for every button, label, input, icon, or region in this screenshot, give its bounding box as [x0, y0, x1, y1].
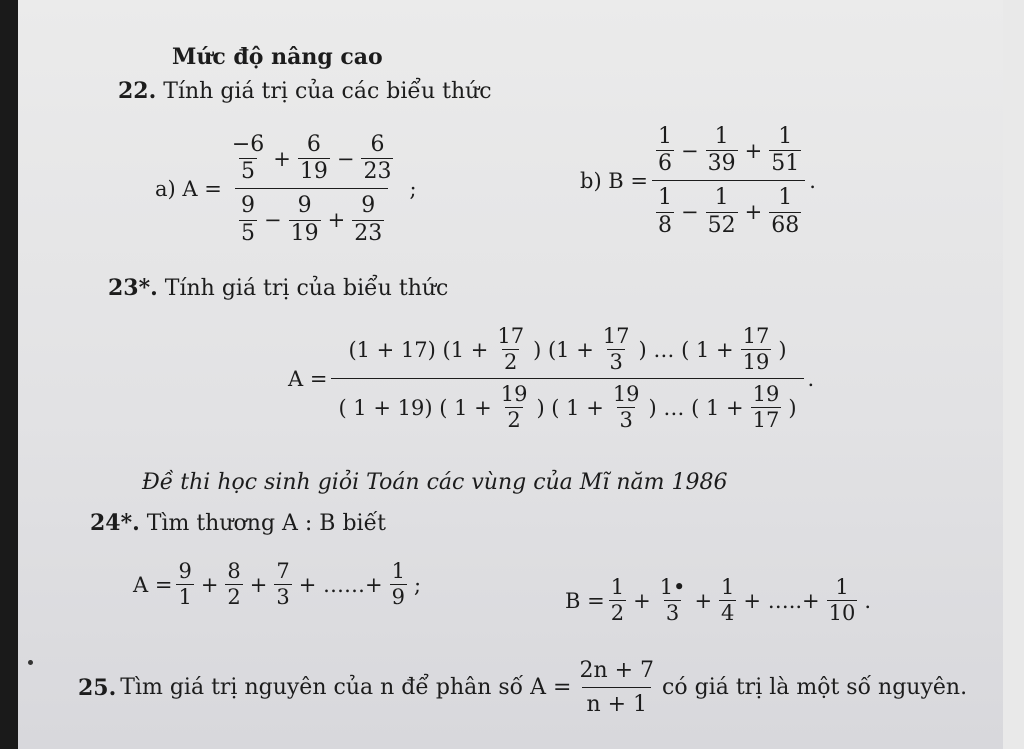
- fraction-numerator: 1: [610, 575, 625, 599]
- expression-23: [288, 325, 814, 432]
- fraction-numerator: 1: [658, 124, 673, 149]
- fraction-denominator: 3: [276, 585, 290, 610]
- fraction-numerator: 17: [742, 324, 770, 348]
- fraction: [706, 186, 738, 237]
- operator: .: [864, 588, 872, 613]
- fraction-denominator: 68: [771, 212, 800, 238]
- fraction: [361, 133, 393, 184]
- fraction-denominator: 23: [363, 159, 392, 185]
- fraction: [239, 194, 257, 245]
- adjacent-page-edge: [1003, 0, 1024, 749]
- fraction-numerator: 1: [721, 575, 735, 599]
- expression-text: ) (1 +: [533, 337, 594, 362]
- expression-text: (1 + 17) (1 +: [348, 337, 489, 362]
- fraction-numerator: 6: [306, 132, 321, 157]
- fraction-denominator: 17: [752, 408, 780, 433]
- main-fraction: [226, 132, 398, 246]
- problem-25: [78, 658, 967, 717]
- fraction-denominator: 3: [619, 408, 633, 433]
- fraction: [827, 576, 858, 625]
- fraction-denominator: 23: [354, 220, 383, 246]
- fraction: [499, 383, 530, 432]
- operator: +: [744, 138, 763, 163]
- fraction: [274, 560, 291, 609]
- fraction-denominator: 2: [507, 408, 521, 433]
- expression-text: ) … ( 1 +: [638, 337, 734, 362]
- fraction: [176, 560, 193, 609]
- fraction-numerator: 1: [778, 124, 793, 149]
- end-mark: ;: [409, 176, 417, 201]
- fraction-denominator: 2: [610, 601, 625, 626]
- denominator: [239, 194, 384, 245]
- expression-22a: [155, 132, 417, 246]
- problem-number: 22.: [118, 78, 157, 104]
- problem-23-header: [108, 275, 448, 301]
- fraction-denominator: 19: [290, 220, 319, 246]
- problem-22-header: [118, 78, 492, 104]
- fraction-denominator: 10: [828, 601, 856, 626]
- sum-terms: [176, 560, 424, 609]
- expression-text: ( 1 + 19) ( 1 +: [338, 395, 492, 420]
- fraction: [230, 133, 266, 184]
- problem-text: Tính giá trị của biểu thức: [164, 276, 449, 301]
- expression-22b: [580, 124, 816, 238]
- numerator: [656, 125, 801, 176]
- fraction-numerator: 1: [835, 575, 849, 599]
- fraction-numerator: 1: [714, 185, 729, 211]
- fraction-denominator: 3: [609, 350, 623, 375]
- expression-label: B =: [565, 588, 605, 613]
- problem-number: 23*.: [108, 275, 158, 301]
- denominator: [656, 186, 801, 237]
- fraction-denominator: 3: [665, 601, 680, 626]
- fraction-numerator: 1: [391, 559, 406, 583]
- fraction: [751, 383, 782, 432]
- operator: +: [200, 572, 219, 597]
- operator: +: [273, 146, 291, 171]
- numerator: 2n + 7: [579, 658, 655, 683]
- fraction: [609, 576, 626, 625]
- expression-text: ) ( 1 +: [536, 395, 604, 420]
- problem-text: Tìm thương A : B biết: [146, 511, 386, 536]
- fraction: [719, 576, 736, 625]
- fraction-denominator: 5: [241, 159, 256, 185]
- sum-terms: [609, 576, 874, 625]
- fraction: [298, 133, 330, 184]
- fraction: [611, 383, 642, 432]
- fraction-denominator: 4: [721, 601, 735, 626]
- fraction-numerator: −6: [231, 132, 265, 157]
- fraction-numerator: 19: [500, 382, 528, 407]
- fraction: [352, 194, 384, 245]
- fraction-numerator: 8: [227, 559, 241, 583]
- operator: −: [681, 200, 699, 225]
- fraction-a: [575, 658, 658, 717]
- operator: +: [327, 208, 346, 233]
- fraction-numerator: 1•: [659, 575, 686, 599]
- fraction-numerator: 1: [714, 124, 729, 149]
- fraction-denominator: 19: [742, 350, 770, 375]
- end-mark: .: [809, 168, 816, 193]
- fraction: [495, 325, 526, 374]
- fraction-denominator: 19: [299, 159, 328, 185]
- expression-text: ) … ( 1 +: [648, 395, 744, 420]
- margin-dot: [28, 660, 33, 665]
- fraction-numerator: 6: [370, 132, 385, 157]
- problem-text: Tính giá trị của các biểu thức: [163, 79, 492, 104]
- expression-label: a) A =: [155, 176, 222, 201]
- fraction-numerator: 19: [752, 382, 780, 407]
- operator: +: [694, 588, 713, 613]
- problem-24-header: [90, 510, 386, 536]
- fraction: [658, 576, 688, 625]
- numerator: [345, 325, 789, 374]
- problem-text: Tìm giá trị nguyên của n để phân số A =: [120, 675, 572, 700]
- fraction: [706, 125, 738, 176]
- fraction-numerator: 1: [658, 185, 673, 211]
- section-heading: Mức độ nâng cao: [172, 44, 383, 70]
- source-note: Đề thi học sinh giỏi Toán các vùng của Mĩ năm 1986: [142, 470, 728, 495]
- main-fraction: [652, 124, 805, 238]
- fraction: [289, 194, 321, 245]
- numerator: [230, 133, 394, 184]
- fraction-denominator: 5: [241, 220, 256, 246]
- operator: +: [744, 200, 763, 225]
- fraction-denominator: 8: [658, 212, 673, 238]
- operator: + ……+: [298, 572, 383, 597]
- expression-text: ): [788, 395, 797, 420]
- fraction-numerator: 17: [602, 324, 630, 348]
- expression-text: ): [778, 337, 787, 362]
- fraction: [225, 560, 242, 609]
- expression-24a: [133, 560, 424, 609]
- fraction-numerator: 9: [178, 559, 192, 583]
- main-fraction: [331, 325, 803, 432]
- expression-24b: [565, 576, 874, 625]
- denominator: n + 1: [582, 687, 651, 717]
- fraction-numerator: 1: [778, 185, 793, 211]
- operator: ;: [414, 572, 422, 597]
- fraction-denominator: 2: [227, 585, 241, 610]
- fraction-numerator: 9: [297, 193, 312, 219]
- fraction-denominator: 2: [504, 350, 518, 375]
- operator: + …..+: [743, 588, 820, 613]
- operator: −: [336, 146, 355, 171]
- fraction-denominator: 51: [771, 151, 800, 177]
- problem-text-end: có giá trị là một số nguyên.: [662, 675, 968, 700]
- expression-label: A =: [133, 572, 173, 597]
- problem-number: 24*.: [90, 510, 140, 536]
- operator: +: [633, 588, 651, 613]
- operator: −: [681, 138, 699, 163]
- expression-label: A =: [288, 366, 328, 391]
- fraction: [769, 186, 801, 237]
- end-mark: .: [807, 366, 815, 391]
- fraction: [656, 186, 674, 237]
- expression-label: b) B =: [580, 168, 649, 193]
- fraction-denominator: 52: [707, 212, 736, 238]
- fraction: [741, 325, 772, 374]
- fraction-denominator: 6: [658, 151, 673, 177]
- fraction-numerator: 19: [612, 382, 640, 407]
- fraction-numerator: 17: [497, 324, 525, 348]
- fraction: [390, 560, 407, 609]
- fraction: [601, 325, 632, 374]
- fraction-denominator: 1: [178, 585, 192, 610]
- operator: +: [249, 572, 268, 597]
- denominator: [335, 383, 799, 432]
- operator: −: [264, 208, 282, 233]
- fraction-numerator: 9: [241, 193, 256, 219]
- fraction-denominator: 9: [391, 585, 406, 610]
- problem-number: 25.: [78, 674, 117, 701]
- fraction-denominator: 39: [707, 151, 736, 177]
- fraction-numerator: 9: [361, 193, 376, 219]
- fraction: [769, 125, 801, 176]
- fraction: [656, 125, 674, 176]
- fraction-numerator: 7: [276, 559, 290, 583]
